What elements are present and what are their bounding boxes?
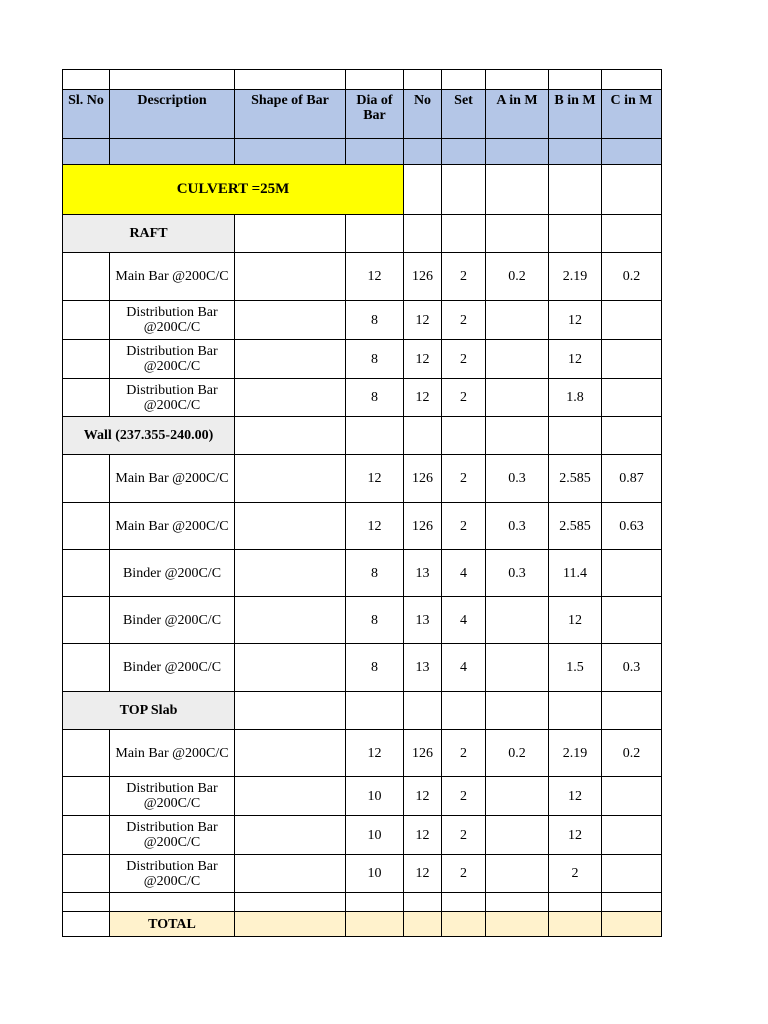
row-description: Distribution Bar @200C/C bbox=[110, 340, 235, 379]
row-no: 13 bbox=[404, 644, 442, 692]
row-a-in-m bbox=[486, 340, 549, 379]
section-row bbox=[63, 692, 662, 730]
row-description: Distribution Bar @200C/C bbox=[110, 816, 235, 855]
header-shape-of-bar: Shape of Bar bbox=[235, 90, 346, 139]
total-row bbox=[63, 912, 662, 937]
total-label: TOTAL bbox=[110, 912, 235, 937]
table-row bbox=[63, 597, 662, 644]
row-b-in-m: 2.19 bbox=[549, 730, 602, 777]
row-b-in-m: 1.8 bbox=[549, 379, 602, 417]
row-no: 13 bbox=[404, 550, 442, 597]
row-b-in-m: 2.19 bbox=[549, 253, 602, 301]
table-row bbox=[63, 379, 662, 417]
row-b-in-m: 1.5 bbox=[549, 644, 602, 692]
row-a-in-m: 0.2 bbox=[486, 730, 549, 777]
section-title: RAFT bbox=[63, 215, 235, 253]
row-c-in-m bbox=[602, 550, 662, 597]
row-c-in-m: 0.2 bbox=[602, 253, 662, 301]
row-c-in-m bbox=[602, 340, 662, 379]
header-c-in-m: C in M bbox=[602, 90, 662, 139]
blank-top-row bbox=[63, 70, 662, 90]
table-row bbox=[63, 550, 662, 597]
row-no: 12 bbox=[404, 340, 442, 379]
row-description: Binder @200C/C bbox=[110, 597, 235, 644]
bar-bending-schedule-table bbox=[62, 69, 662, 937]
row-c-in-m: 0.2 bbox=[602, 730, 662, 777]
row-no: 12 bbox=[404, 855, 442, 893]
section-row bbox=[63, 417, 662, 455]
row-set: 2 bbox=[442, 855, 486, 893]
row-set: 2 bbox=[442, 730, 486, 777]
row-b-in-m: 2 bbox=[549, 855, 602, 893]
row-set: 2 bbox=[442, 455, 486, 503]
row-dia: 8 bbox=[346, 301, 404, 340]
row-no: 126 bbox=[404, 730, 442, 777]
table-row bbox=[63, 816, 662, 855]
blank-row bbox=[63, 893, 662, 912]
row-c-in-m: 0.63 bbox=[602, 503, 662, 550]
header-description: Description bbox=[110, 90, 235, 139]
row-b-in-m: 12 bbox=[549, 301, 602, 340]
row-description: Main Bar @200C/C bbox=[110, 730, 235, 777]
row-b-in-m: 12 bbox=[549, 777, 602, 816]
header-dia-of-bar: Dia of Bar bbox=[346, 90, 404, 139]
row-set: 2 bbox=[442, 816, 486, 855]
row-dia: 12 bbox=[346, 503, 404, 550]
row-description: Distribution Bar @200C/C bbox=[110, 301, 235, 340]
culvert-title: CULVERT =25M bbox=[63, 165, 404, 215]
row-set: 2 bbox=[442, 503, 486, 550]
row-set: 2 bbox=[442, 253, 486, 301]
header-sl-no: Sl. No bbox=[63, 90, 110, 139]
table-row bbox=[63, 340, 662, 379]
table-row bbox=[63, 455, 662, 503]
section-title: Wall (237.355-240.00) bbox=[63, 417, 235, 455]
row-dia: 12 bbox=[346, 730, 404, 777]
row-dia: 12 bbox=[346, 455, 404, 503]
row-no: 126 bbox=[404, 253, 442, 301]
row-no: 126 bbox=[404, 455, 442, 503]
row-description: Distribution Bar @200C/C bbox=[110, 777, 235, 816]
header-b-in-m: B in M bbox=[549, 90, 602, 139]
table-row bbox=[63, 253, 662, 301]
row-set: 2 bbox=[442, 777, 486, 816]
row-no: 12 bbox=[404, 379, 442, 417]
row-c-in-m bbox=[602, 379, 662, 417]
row-a-in-m bbox=[486, 855, 549, 893]
row-b-in-m: 12 bbox=[549, 597, 602, 644]
row-no: 126 bbox=[404, 503, 442, 550]
table-row bbox=[63, 301, 662, 340]
row-no: 12 bbox=[404, 301, 442, 340]
row-b-in-m: 11.4 bbox=[549, 550, 602, 597]
row-description: Binder @200C/C bbox=[110, 550, 235, 597]
row-c-in-m bbox=[602, 777, 662, 816]
header-no: No bbox=[404, 90, 442, 139]
table-row bbox=[63, 503, 662, 550]
row-b-in-m: 2.585 bbox=[549, 503, 602, 550]
row-a-in-m bbox=[486, 597, 549, 644]
row-a-in-m bbox=[486, 644, 549, 692]
row-c-in-m bbox=[602, 816, 662, 855]
header-set: Set bbox=[442, 90, 486, 139]
row-c-in-m: 0.3 bbox=[602, 644, 662, 692]
row-description: Main Bar @200C/C bbox=[110, 253, 235, 301]
row-set: 4 bbox=[442, 597, 486, 644]
row-dia: 10 bbox=[346, 777, 404, 816]
row-a-in-m: 0.3 bbox=[486, 550, 549, 597]
row-dia: 8 bbox=[346, 644, 404, 692]
row-set: 4 bbox=[442, 550, 486, 597]
row-description: Binder @200C/C bbox=[110, 644, 235, 692]
row-dia: 8 bbox=[346, 340, 404, 379]
row-no: 13 bbox=[404, 597, 442, 644]
section-row bbox=[63, 215, 662, 253]
row-c-in-m bbox=[602, 301, 662, 340]
row-dia: 8 bbox=[346, 379, 404, 417]
row-c-in-m: 0.87 bbox=[602, 455, 662, 503]
row-a-in-m: 0.3 bbox=[486, 503, 549, 550]
table-row bbox=[63, 730, 662, 777]
header-a-in-m: A in M bbox=[486, 90, 549, 139]
row-dia: 10 bbox=[346, 855, 404, 893]
row-no: 12 bbox=[404, 816, 442, 855]
row-dia: 12 bbox=[346, 253, 404, 301]
row-dia: 8 bbox=[346, 550, 404, 597]
row-dia: 10 bbox=[346, 816, 404, 855]
table-row bbox=[63, 644, 662, 692]
row-description: Main Bar @200C/C bbox=[110, 455, 235, 503]
table-row bbox=[63, 777, 662, 816]
row-c-in-m bbox=[602, 855, 662, 893]
row-description: Distribution Bar @200C/C bbox=[110, 855, 235, 893]
row-a-in-m: 0.3 bbox=[486, 455, 549, 503]
blue-spacer-row bbox=[63, 139, 662, 165]
row-b-in-m: 2.585 bbox=[549, 455, 602, 503]
row-set: 2 bbox=[442, 379, 486, 417]
header-row bbox=[63, 90, 662, 139]
section-title: TOP Slab bbox=[63, 692, 235, 730]
row-b-in-m: 12 bbox=[549, 816, 602, 855]
row-a-in-m: 0.2 bbox=[486, 253, 549, 301]
row-a-in-m bbox=[486, 777, 549, 816]
row-a-in-m bbox=[486, 816, 549, 855]
row-set: 4 bbox=[442, 644, 486, 692]
row-a-in-m bbox=[486, 301, 549, 340]
row-set: 2 bbox=[442, 340, 486, 379]
row-b-in-m: 12 bbox=[549, 340, 602, 379]
row-c-in-m bbox=[602, 597, 662, 644]
row-set: 2 bbox=[442, 301, 486, 340]
table-row bbox=[63, 855, 662, 893]
culvert-row bbox=[63, 165, 662, 215]
row-dia: 8 bbox=[346, 597, 404, 644]
row-no: 12 bbox=[404, 777, 442, 816]
row-description: Distribution Bar @200C/C bbox=[110, 379, 235, 417]
row-a-in-m bbox=[486, 379, 549, 417]
row-description: Main Bar @200C/C bbox=[110, 503, 235, 550]
